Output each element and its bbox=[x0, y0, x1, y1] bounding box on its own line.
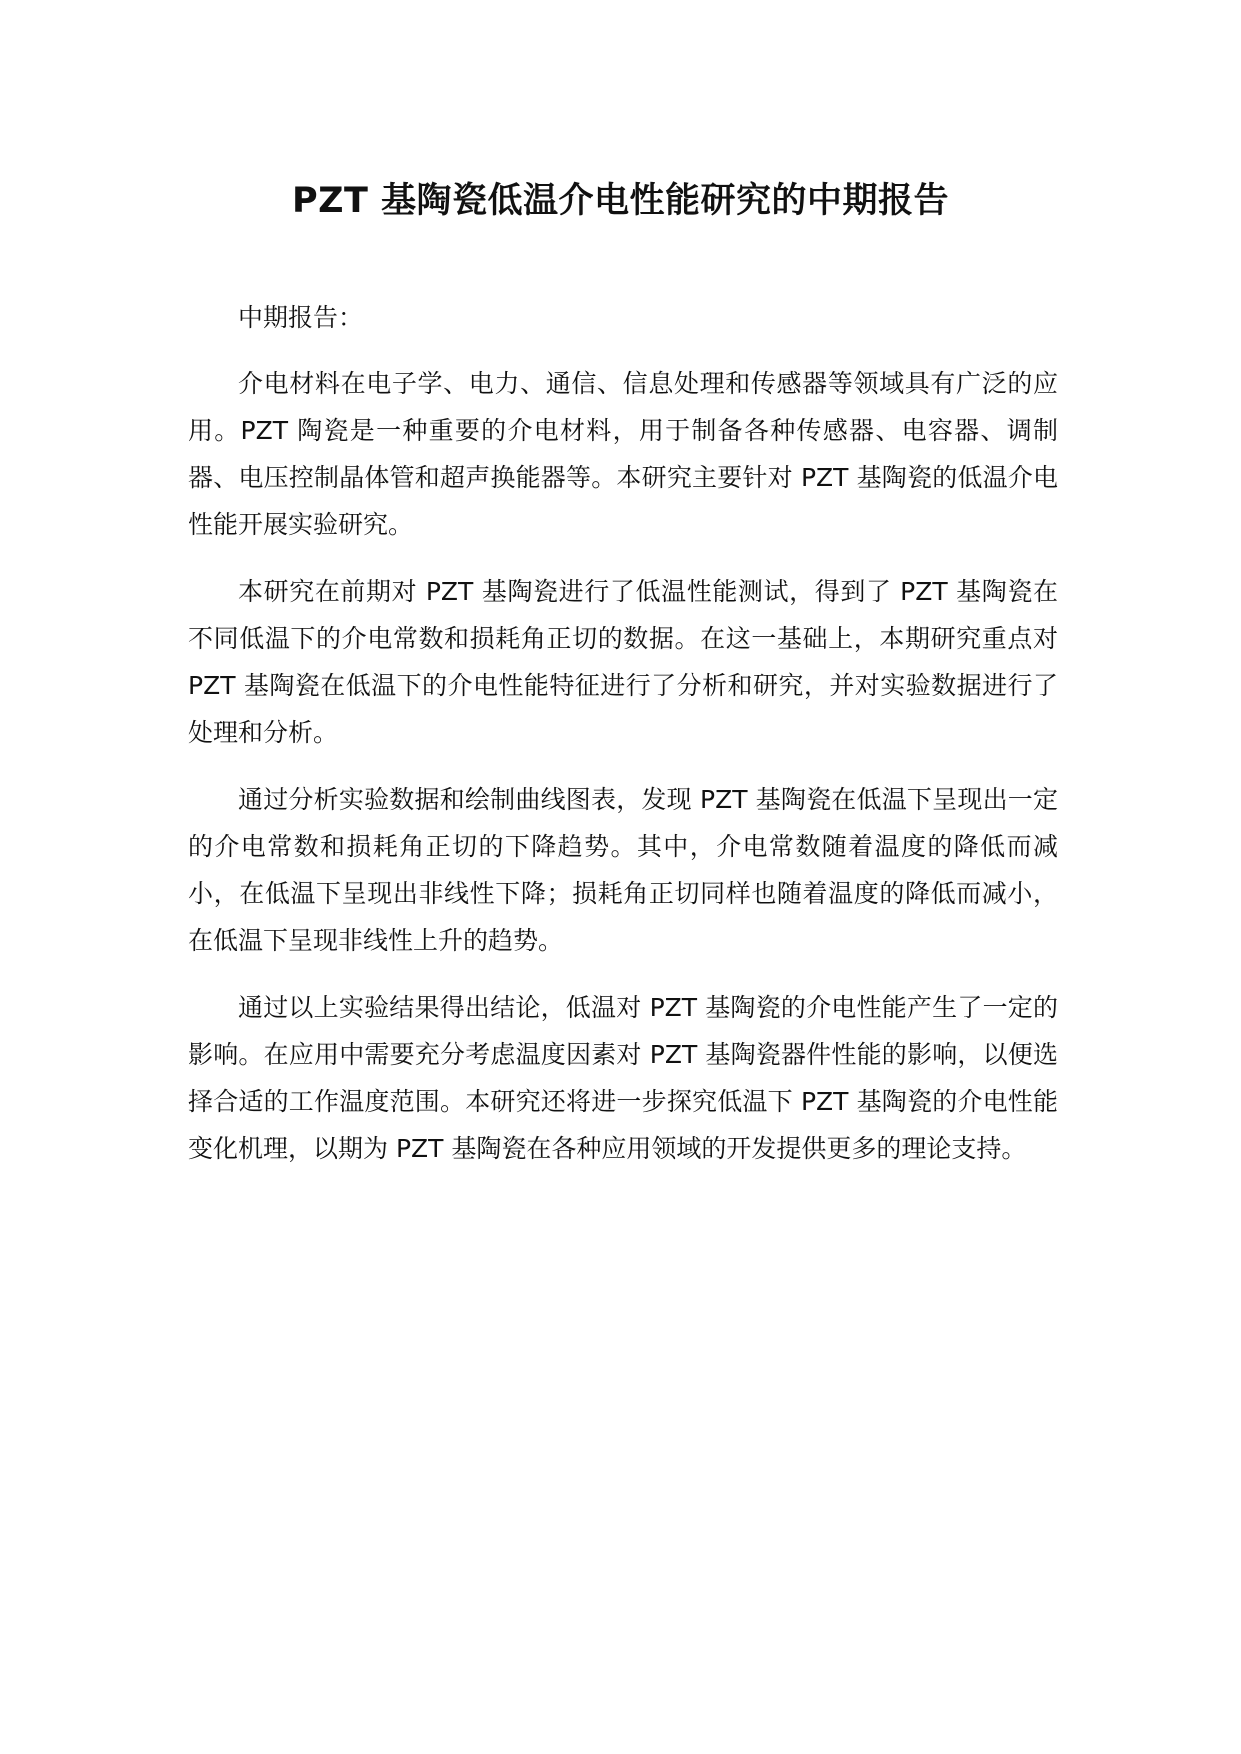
document-title: PZT 基陶瓷低温介电性能研究的中期报告 bbox=[291, 181, 950, 221]
paragraph-results: 通过分析实验数据和绘制曲线图表，发现 PZT 基陶瓷在低温下呈现出一定的介电常数和损耗角正切的下降趋势。其中，介电常数随着温度的降低而减小，在低温下呈现出非线性下降；损耗角正切同样也随着温度的降低而减小，在低温下呈现非线性上升的趋势。 bbox=[188, 785, 1058, 955]
paragraph-conclusion: 通过以上实验结果得出结论，低温对 PZT 基陶瓷的介电性能产生了一定的影响。在应用中需要充分考虑温度因素对 PZT 基陶瓷器件性能的影响，以便选择合适的工作温度范围。本研究还将进一步探究低温下 PZT 基陶瓷的介电性能变化机理，以期为 PZT 基陶瓷在各种应用领域的开发提供更多的理论支持。 bbox=[188, 993, 1058, 1163]
paragraph-methods: 本研究在前期对 PZT 基陶瓷进行了低温性能测试，得到了 PZT 基陶瓷在不同低温下的介电常数和损耗角正切的数据。在这一基础上，本期研究重点对 PZT 基陶瓷在低温下的介电性能特征进行了分析和研究，并对实验数据进行了处理和分析。 bbox=[188, 577, 1058, 747]
document-body bbox=[188, 294, 1058, 1192]
section-heading: 中期报告： bbox=[238, 303, 364, 332]
paragraph-introduction: 介电材料在电子学、电力、通信、信息处理和传感器等领域具有广泛的应用。PZT 陶瓷是一种重要的介电材料，用于制备各种传感器、电容器、调制器、电压控制晶体管和超声换能器等。本研究主要针对 PZT 基陶瓷的低温介电性能开展实验研究。 bbox=[188, 369, 1058, 539]
